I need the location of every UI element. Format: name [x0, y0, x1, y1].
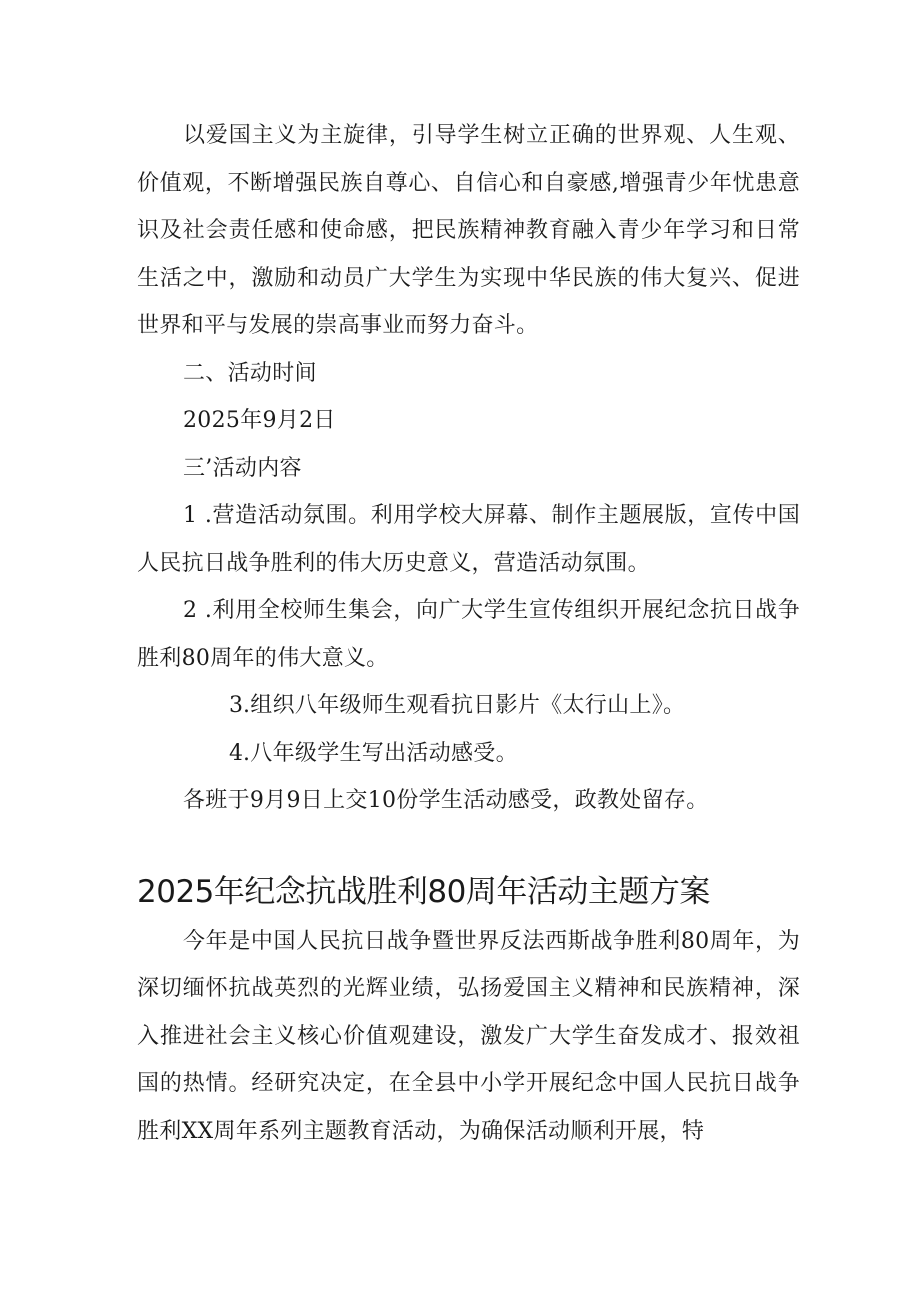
section-title-activity-time: 二、活动时间: [183, 360, 317, 386]
list-number: 4: [229, 740, 244, 766]
content-item-4: [137, 730, 800, 778]
list-number: 3: [229, 693, 244, 718]
content-item-1: 1 .营造活动氛围。利用学校大屏幕、制作主题展版，宣传中国人民抗日战争胜利的伟大历史意义，营造活动氛围。: [137, 503, 800, 576]
activity-date: 2025年9月2日: [183, 408, 336, 433]
content-item-2: 2 .利用全校师生集会，向广大学生宣传组织开展纪念抗日战争胜利80周年的伟大意义。: [137, 598, 800, 671]
list-text: .组织八年级师生观看抗日影片《太行山上》。: [243, 693, 686, 718]
intro-paragraph: 今年是中国人民抗日战争暨世界反法西斯战争胜利80周年，为深切缅怀抗战英烈的光辉业绩，弘扬爱国主义精神和民族精神，深入推进社会主义核心价值观建设，激发广大学生奋发成才、报效祖国的热情。经研究决定，在全县中小学开展纪念中国人民抗日战争胜利XX周年系列主题教育活动，为确保活动顺利开展，特: [137, 928, 800, 1144]
section-title-activity-content: 三’活动内容: [183, 455, 302, 481]
paragraph-purpose: 以爱国主义为主旋律，引导学生树立正确的世界观、人生观、价值观，不断增强民族自尊心、自信心和自豪感,增强青少年忧患意识及社会责任感和使命感，把民族精神教育融入青少年学习和日常生活之中，激励和动员广大学生为实现中华民族的伟大复兴、促进世界和平与发展的崇高事业而努力奋斗。: [137, 123, 800, 338]
document-heading: 2025年纪念抗战胜利80周年活动主题方案: [137, 873, 710, 910]
closing-note: 各班于9月9日上交10份学生活动感受，政教处留存。: [183, 788, 709, 813]
content-item-3: [137, 682, 800, 730]
list-text: .八年级学生写出活动感受。: [243, 740, 518, 766]
